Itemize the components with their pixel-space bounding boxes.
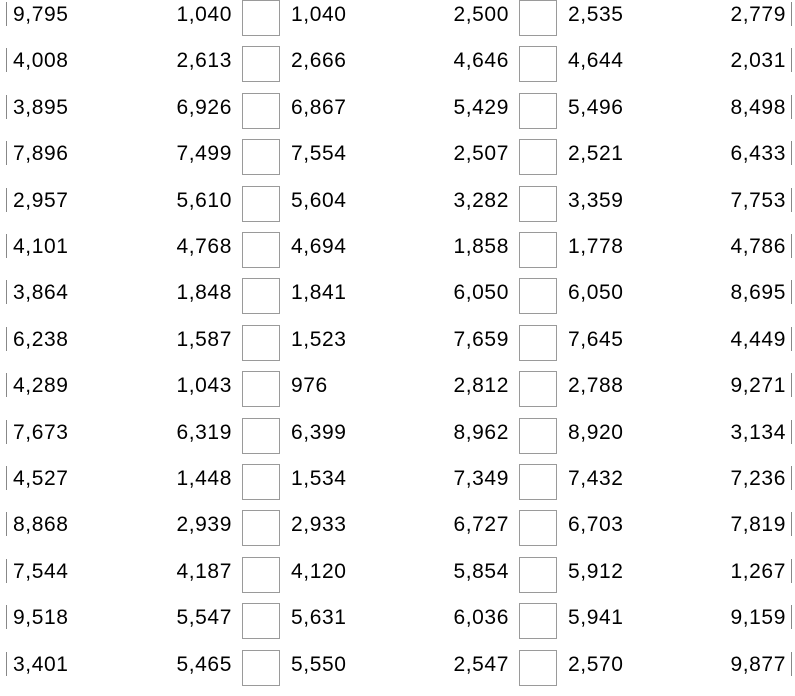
number-col-6: 6,433: [730, 142, 786, 166]
number-col-4: 2,500: [453, 3, 509, 26]
number-col-3: 5,631: [291, 606, 347, 630]
number-col-3: 1,040: [291, 3, 347, 26]
number-col-4: 6,050: [453, 281, 509, 305]
number-col-5: 3,359: [568, 188, 624, 212]
right-border-line: [791, 512, 792, 536]
worksheet-row: [0, 139, 795, 185]
number-col-1: 8,868: [13, 513, 69, 537]
right-border-line: [791, 420, 792, 444]
number-col-5: 6,050: [568, 281, 624, 305]
answer-box-right[interactable]: [519, 325, 557, 361]
worksheet-row: [0, 603, 795, 649]
number-col-1: 3,401: [13, 652, 69, 676]
left-border-line: [6, 188, 7, 212]
answer-box-right[interactable]: [519, 46, 557, 82]
right-border-line: [791, 188, 792, 212]
worksheet-row: [0, 278, 795, 324]
answer-box-right[interactable]: [519, 232, 557, 268]
answer-box-left[interactable]: [242, 464, 280, 500]
answer-box-right[interactable]: [519, 93, 557, 129]
number-col-6: 4,449: [730, 327, 786, 351]
number-col-4: 7,349: [453, 467, 509, 490]
number-col-5: 2,535: [568, 3, 624, 26]
number-col-5: 2,570: [568, 652, 624, 676]
number-col-2: 5,610: [176, 188, 232, 212]
answer-box-right[interactable]: [519, 418, 557, 454]
number-col-6: 2,779: [730, 3, 786, 26]
left-border-line: [6, 605, 7, 629]
number-col-5: 2,788: [568, 374, 624, 398]
number-col-4: 8,962: [453, 420, 509, 444]
answer-box-left[interactable]: [242, 232, 280, 268]
answer-box-right[interactable]: [519, 464, 557, 500]
right-border-line: [791, 141, 792, 165]
worksheet-row: [0, 46, 795, 92]
answer-box-right[interactable]: [519, 186, 557, 222]
number-col-6: 9,877: [730, 652, 786, 676]
number-col-2: 1,040: [176, 3, 232, 26]
number-col-2: 1,043: [176, 374, 232, 398]
number-col-1: 3,895: [13, 95, 69, 119]
answer-box-left[interactable]: [242, 278, 280, 314]
number-col-6: 1,267: [730, 559, 786, 583]
number-col-4: 4,646: [453, 49, 509, 73]
number-col-2: 5,465: [176, 652, 232, 676]
left-border-line: [6, 420, 7, 444]
number-col-1: 7,673: [13, 420, 69, 444]
number-col-3: 5,550: [291, 652, 347, 676]
worksheet-row: [0, 186, 795, 232]
left-border-line: [6, 327, 7, 351]
number-col-4: 2,507: [453, 142, 509, 166]
worksheet-row: [0, 93, 795, 139]
number-col-3: 2,666: [291, 49, 347, 73]
number-col-1: 7,896: [13, 142, 69, 166]
answer-box-right[interactable]: [519, 139, 557, 175]
number-col-2: 1,848: [176, 281, 232, 305]
number-col-6: 7,753: [730, 188, 786, 212]
number-col-6: 2,031: [730, 49, 786, 73]
number-col-5: 7,432: [568, 467, 624, 490]
left-border-line: [6, 512, 7, 536]
right-border-line: [791, 605, 792, 629]
answer-box-right[interactable]: [519, 603, 557, 639]
worksheet-row: [0, 232, 795, 278]
worksheet-row: [0, 650, 795, 696]
number-col-1: 2,957: [13, 188, 69, 212]
number-col-4: 2,547: [453, 652, 509, 676]
left-border-line: [6, 2, 7, 26]
right-border-line: [791, 327, 792, 351]
number-col-5: 8,920: [568, 420, 624, 444]
number-col-3: 1,534: [291, 467, 347, 490]
number-col-5: 7,645: [568, 327, 624, 351]
number-col-1: 4,101: [13, 235, 69, 258]
number-col-6: 9,271: [730, 374, 786, 398]
number-col-2: 2,613: [176, 49, 232, 73]
worksheet-row: [0, 325, 795, 371]
number-col-3: 6,867: [291, 95, 347, 119]
number-col-3: 2,933: [291, 513, 347, 537]
number-col-3: 1,841: [291, 281, 347, 305]
right-border-line: [791, 2, 792, 26]
answer-box-right[interactable]: [519, 557, 557, 593]
number-col-1: 4,289: [13, 374, 69, 398]
answer-box-left[interactable]: [242, 557, 280, 593]
number-col-1: 9,795: [13, 3, 69, 26]
number-col-4: 1,858: [453, 235, 509, 258]
number-col-3: 1,523: [291, 327, 347, 351]
number-col-6: 8,695: [730, 281, 786, 305]
number-col-4: 6,727: [453, 513, 509, 537]
number-col-1: 7,544: [13, 559, 69, 583]
number-col-3: 976: [291, 374, 328, 398]
answer-box-left[interactable]: [242, 46, 280, 82]
number-col-3: 4,694: [291, 235, 347, 258]
left-border-line: [6, 466, 7, 490]
number-col-6: 4,786: [730, 235, 786, 258]
number-col-5: 5,496: [568, 95, 624, 119]
answer-box-right[interactable]: [519, 371, 557, 407]
number-col-4: 7,659: [453, 327, 509, 351]
number-col-6: 7,819: [730, 513, 786, 537]
number-col-2: 1,448: [176, 467, 232, 490]
number-col-5: 2,521: [568, 142, 624, 166]
answer-box-right[interactable]: [519, 650, 557, 686]
answer-box-left[interactable]: [242, 418, 280, 454]
answer-box-right[interactable]: [519, 510, 557, 546]
right-border-line: [791, 559, 792, 583]
left-border-line: [6, 234, 7, 258]
answer-box-left[interactable]: [242, 139, 280, 175]
number-col-4: 5,429: [453, 95, 509, 119]
number-col-5: 4,644: [568, 49, 624, 73]
number-col-1: 6,238: [13, 327, 69, 351]
right-border-line: [791, 234, 792, 258]
answer-box-right[interactable]: [519, 0, 557, 36]
answer-box-left[interactable]: [242, 186, 280, 222]
worksheet-row: [0, 418, 795, 464]
left-border-line: [6, 652, 7, 676]
answer-box-left[interactable]: [242, 93, 280, 129]
number-col-1: 9,518: [13, 606, 69, 630]
number-col-3: 5,604: [291, 188, 347, 212]
number-col-5: 1,778: [568, 235, 624, 258]
answer-box-left[interactable]: [242, 650, 280, 686]
number-col-1: 3,864: [13, 281, 69, 305]
number-col-5: 5,941: [568, 606, 624, 630]
number-col-6: 8,498: [730, 95, 786, 119]
right-border-line: [791, 652, 792, 676]
right-border-line: [791, 95, 792, 119]
number-col-3: 7,554: [291, 142, 347, 166]
answer-box-left[interactable]: [242, 325, 280, 361]
left-border-line: [6, 373, 7, 397]
number-col-4: 5,854: [453, 559, 509, 583]
worksheet-row: [0, 464, 795, 510]
worksheet-row: [0, 557, 795, 603]
number-col-2: 7,499: [176, 142, 232, 166]
number-col-4: 3,282: [453, 188, 509, 212]
number-col-2: 5,547: [176, 606, 232, 630]
right-border-line: [791, 280, 792, 304]
worksheet-row: [0, 371, 795, 417]
worksheet-row: [0, 0, 795, 46]
number-col-6: 9,159: [730, 606, 786, 630]
right-border-line: [791, 48, 792, 72]
left-border-line: [6, 280, 7, 304]
number-col-2: 4,187: [176, 559, 232, 583]
number-col-5: 5,912: [568, 559, 624, 583]
answer-box-left[interactable]: [242, 603, 280, 639]
answer-box-left[interactable]: [242, 0, 280, 36]
left-border-line: [6, 95, 7, 119]
worksheet-row: [0, 510, 795, 556]
right-border-line: [791, 373, 792, 397]
left-border-line: [6, 48, 7, 72]
number-col-4: 6,036: [453, 606, 509, 630]
answer-box-left[interactable]: [242, 371, 280, 407]
number-col-6: 3,134: [730, 420, 786, 444]
number-col-5: 6,703: [568, 513, 624, 537]
number-col-4: 2,812: [453, 374, 509, 398]
number-col-2: 6,926: [176, 95, 232, 119]
left-border-line: [6, 559, 7, 583]
number-col-1: 4,527: [13, 467, 69, 490]
number-col-3: 4,120: [291, 559, 347, 583]
answer-box-left[interactable]: [242, 510, 280, 546]
number-col-2: 1,587: [176, 327, 232, 351]
number-col-3: 6,399: [291, 420, 347, 444]
number-col-2: 4,768: [176, 235, 232, 258]
number-col-2: 6,319: [176, 420, 232, 444]
number-col-6: 7,236: [730, 467, 786, 490]
number-col-2: 2,939: [176, 513, 232, 537]
left-border-line: [6, 141, 7, 165]
number-col-1: 4,008: [13, 49, 69, 73]
right-border-line: [791, 466, 792, 490]
answer-box-right[interactable]: [519, 278, 557, 314]
